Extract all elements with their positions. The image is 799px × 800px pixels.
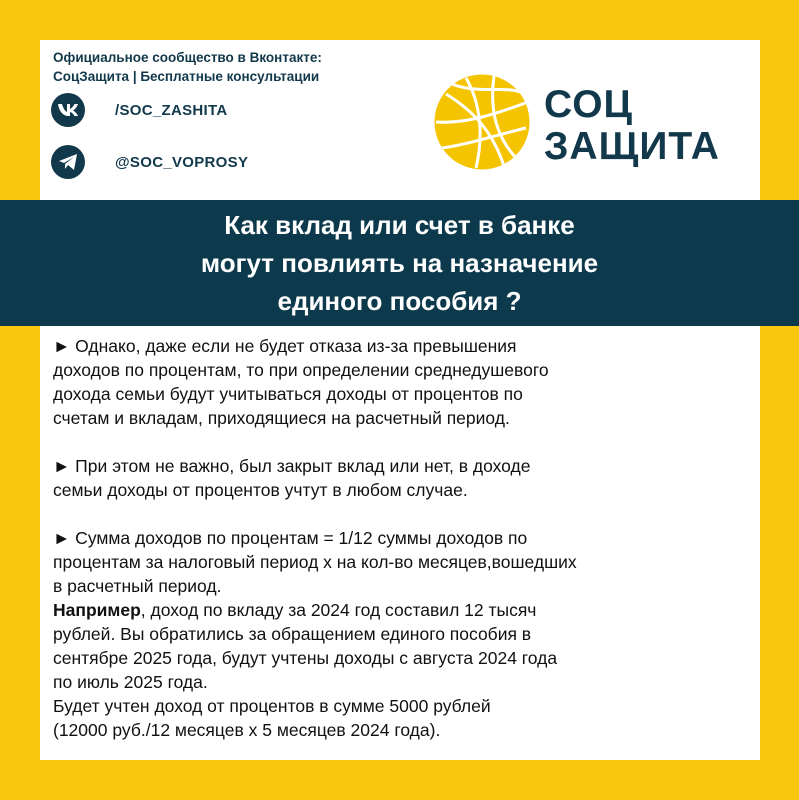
text-line: в расчетный период.	[53, 576, 222, 596]
text-line: дохода семьи будут учитываться доходы от процентов по	[53, 384, 523, 404]
globe-icon	[432, 72, 532, 172]
title-line-3: единого пособия ?	[277, 286, 522, 316]
text-line: семьи доходы от процентов учтут в любом случае.	[53, 480, 468, 500]
text-line: ► При этом не важно, был закрыт вклад или нет, в доходе	[53, 456, 531, 476]
soc-zashita-logo	[432, 72, 732, 182]
title-line-1: Как вклад или счет в банке	[224, 210, 575, 240]
vk-handle: /SOC_ZASHITA	[115, 101, 228, 119]
example-rest: , доход по вкладу за 2024 год составил 12 тысяч	[140, 600, 537, 620]
text-line: счетам и вкладам, приходящиеся на расчетный период.	[53, 408, 510, 428]
community-info	[53, 48, 322, 86]
vk-icon	[51, 93, 85, 127]
page-title	[201, 206, 598, 320]
header	[40, 40, 760, 200]
brand-name	[544, 84, 720, 168]
telegram-handle: @SOC_VOPROSY	[115, 153, 249, 171]
paragraph-3	[53, 526, 753, 598]
text-line: ► Однако, даже если не будет отказа из-за превышения	[53, 336, 517, 356]
brand-line-1: СОЦ	[544, 83, 634, 126]
community-line-2: СоцЗащита | Бесплатные консультации	[53, 69, 320, 84]
vk-link[interactable]	[51, 92, 228, 128]
example-label: Например	[53, 600, 141, 620]
article-body	[53, 334, 753, 742]
telegram-icon	[51, 145, 85, 179]
text-line: процентам за налоговый период х на кол-во месяцев,вошедших	[53, 552, 577, 572]
text-line: рублей. Вы обратились за обращением единого пособия в	[53, 624, 532, 644]
telegram-link[interactable]	[51, 144, 248, 180]
info-card	[40, 40, 760, 760]
text-line: по июль 2025 года.	[53, 672, 208, 692]
text-line	[53, 598, 753, 622]
paragraph-2	[53, 454, 753, 502]
paragraph-1	[53, 334, 753, 430]
brand-line-2: ЗАЩИТА	[544, 125, 720, 168]
title-line-2: могут повлиять на назначение	[200, 248, 599, 278]
community-line-1: Официальное сообщество в Вконтакте:	[53, 50, 322, 65]
text-line: (12000 руб./12 месяцев х 5 месяцев 2024 года).	[53, 720, 441, 740]
text-line: ► Сумма доходов по процентам = 1/12 суммы доходов по	[53, 528, 528, 548]
text-line: сентябре 2025 года, будут учтены доходы с августа 2024 года	[53, 648, 558, 668]
text-line: доходов по процентам, то при определении среднедушевого	[53, 360, 549, 380]
paragraph-example	[53, 598, 753, 742]
title-banner	[0, 200, 799, 326]
text-line: Будет учтен доход от процентов в сумме 5000 рублей	[53, 696, 491, 716]
